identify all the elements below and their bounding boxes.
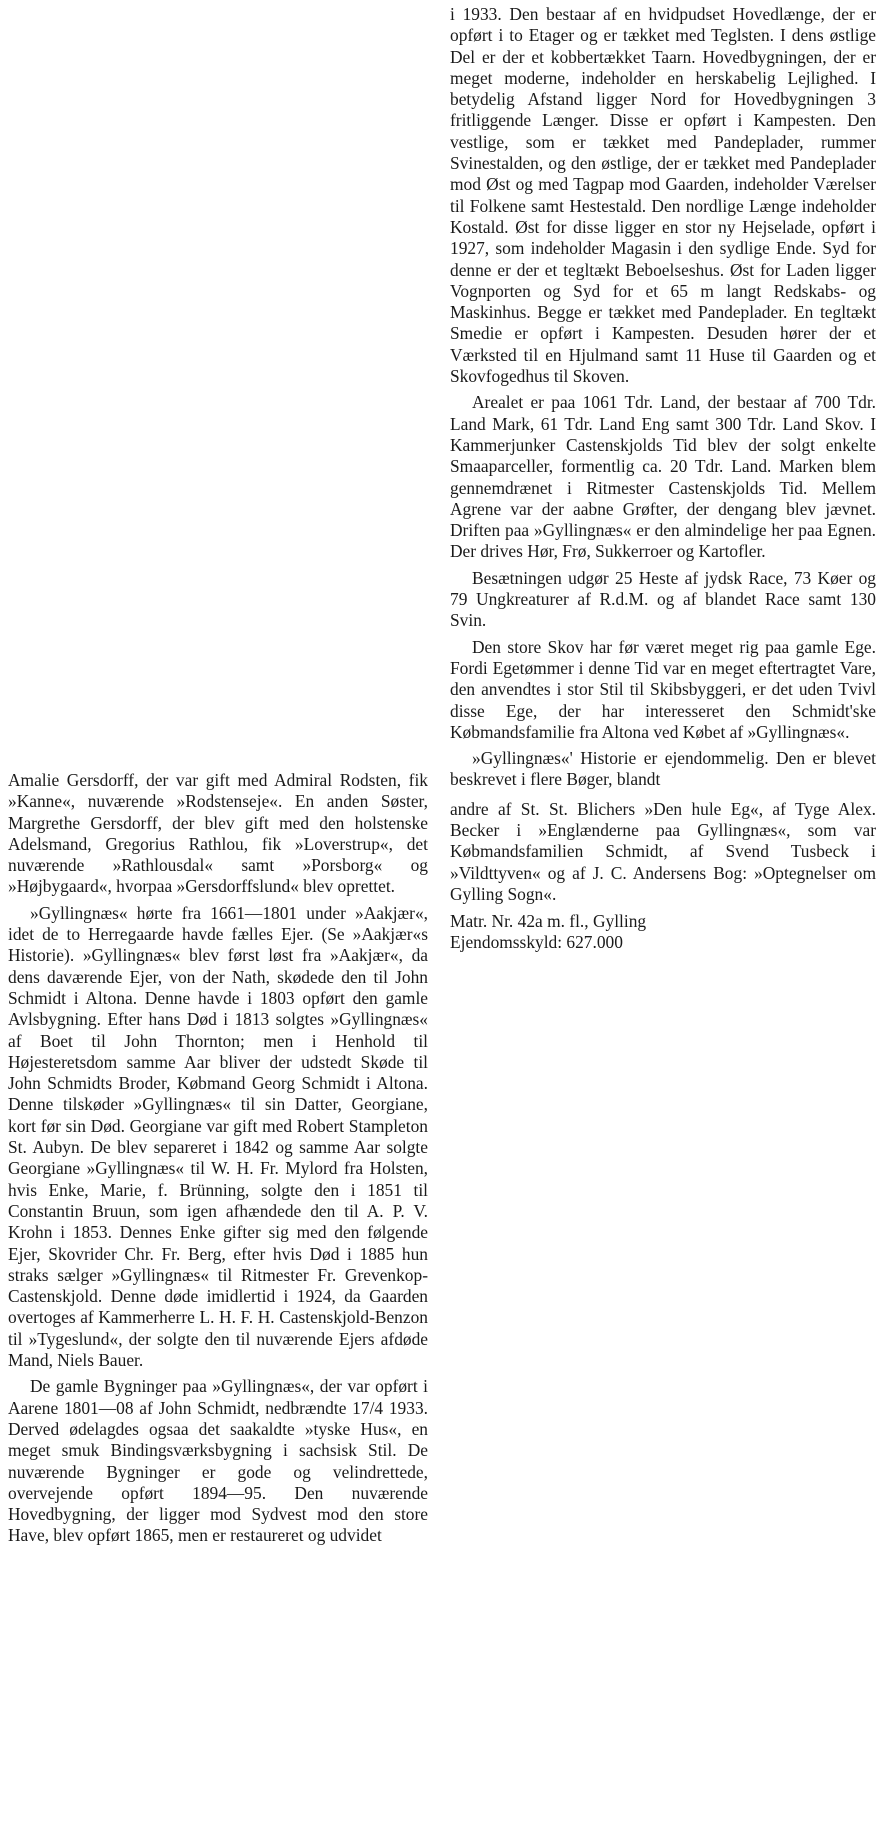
left-column — [8, 770, 428, 1547]
paragraph: »Gyllingnæs« hørte fra 1661—1801 under »Aakjær«, idet de to Herregaarde havde fælles Ejer. (Se »Aakjær«s Historie). »Gyllingnæs« blev først løst fra »Aakjær«, da dens daværende Ejer, von der Nath, skødede den til John Schmidt i Altona. Denne havde i 1803 opført den gamle Avlsbygning. Efter hans Død i 1813 solgtes »Gyllingnæs« af Boet til John Thornton; men i Henhold til Højesteretsdom samme Aar bliver der udstedt Skøde til John Schmidts Broder, Købmand Georg Schmidt i Altona. Denne tilskøder »Gyllingnæs« til sin Datter, Georgiane, kort før sin Død. Georgiane var gift med Robert Stampleton St. Aubyn. De blev separeret i 1842 og samme Aar solgte Georgiane »Gyllingnæs« til W. H. Fr. Mylord fra Holsten, hvis Enke, Marie, f. Brünning, solgte den i 1851 til Constantin Bruun, som igen afhændede den til A. P. V. Krohn i 1853. Dennes Enke gifter sig med den følgende Ejer, Skovrider Chr. Fr. Berg, efter hvis Død i 1885 hun straks sælger »Gyllingnæs« til Ritmester Fr. Grevenkop-Castenskjold. Denne døde imidlertid i 1924, da Gaarden overtoges af Kammerherre L. H. F. H. Castenskjold-Benzon til »Tygeslund«, der solgte den til nuværende Ejers afdøde Mand, Niels Bauer. — [8, 902, 428, 1371]
paragraph: i 1933. Den bestaar af en hvidpudset Hovedlænge, der er opført i to Etager og er tækket med Teglsten. I dens østlige Del er der et kobbertækket Taarn. Hovedbygningen, der er meget moderne, indeholder en herskabelig Lejlighed. I betydelig Afstand ligger Nord for Hovedbygningen 3 fritliggende Længer. Disse er opført i Kampesten. Den vestlige, som er tækket med Pandeplader, rummer Svinestalden, og den østlige, der er tækket med Pandeplader mod Øst og med Tagpap mod Gaarden, indeholder Værelser til Folkene samt Hestestald. Den nordlige Længe indeholder Kostald. Øst for disse ligger en stor ny Hejselade, opført i 1927, som indeholder Magasin i den sydlige Ende. Syd for denne er der et tegltækt Beboelseshus. Øst for Laden ligger Vognporten og Syd for et 65 m langt Redskabs- og Maskinhus. Begge er tækket med Pandeplader. En tegltækt Smedie er opført i Kampesten. Desuden hører der et Værksted til en Hjulmand samt 11 Huse til Gaarden og et Skovfogedhus til Skoven. — [450, 4, 876, 387]
property-valuation: Ejendomsskyld: 627.000 — [450, 932, 623, 953]
paragraph: De gamle Bygninger paa »Gyllingnæs«, der var opført i Aarene 1801—08 af John Schmidt, nedbrændte 17/4 1933. Derved ødelagdes ogsaa det saakaldte »tyske Hus«, en meget smuk Bindingsværksbygning i sachsisk Stil. De nuværende Bygninger er gode og velindrettede, overvejende opført 1894—95. Den nuværende Hovedbygning, der ligger mod Sydvest mod den store Have, blev opført 1865, men er restaureret og udvidet — [8, 1376, 428, 1546]
property-info — [450, 911, 876, 954]
paragraph: Den store Skov har før været meget rig paa gamle Ege. Fordi Egetømmer i denne Tid var en meget eftertragtet Vare, den anvendtes i stor Stil til Skibsbyggeri, er det uden Tvivl disse Ege, der har interesseret den Schmidt'ske Købmandsfamilie fra Altona ved Købet af »Gyllingnæs«. — [450, 636, 876, 742]
paragraph: »Gyllingnæs«' Historie er ejendommelig. Den er blevet beskrevet i flere Bøger, blandt — [450, 748, 876, 790]
paragraph: andre af St. St. Blichers »Den hule Eg«, af Tyge Alex. Becker i »Englænderne paa Gyllingnæs«, som var Købmandsfamilien Schmidt, af Svend Tusbeck i »Vildttyven« og af J. C. Andersens Bog: »Optegnelser om Gylling Sogn«. — [450, 798, 876, 904]
right-column — [450, 4, 876, 954]
matrikel-number: Matr. Nr. 42a m. fl., Gylling — [450, 911, 647, 932]
paragraph: Arealet er paa 1061 Tdr. Land, der bestaar af 700 Tdr. Land Mark, 61 Tdr. Land Eng samt 300 Tdr. Land Skov. I Kammerjunker Castenskjolds Tid blev der solgt enkelte Smaaparceller, formentlig ca. 20 Tdr. Land. Marken blem gennemdrænet i Ritmester Castenskjolds Tid. Mellem Agrene var der aabne Grøfter, der dengang blev jævnet. Driften paa »Gyllingnæs« er den almindelige her paa Egnen. Der drives Hør, Frø, Sukkerroer og Kartofler. — [450, 392, 876, 562]
paragraph: Amalie Gersdorff, der var gift med Admiral Rodsten, fik »Kanne«, nuværende »Rodstenseje«. En anden Søster, Margrethe Gersdorff, der blev gift med den holstenske Adelsmand, Gregorius Rathlou, fik »Loverstrup«, det nuværende »Rathlousdal« samt »Porsborg« og »Højbygaard«, hvorpaa »Gersdorffslund« blev oprettet. — [8, 770, 428, 897]
paragraph: Besætningen udgør 25 Heste af jydsk Race, 73 Køer og 79 Ungkreaturer af R.d.M. og af blandet Race samt 130 Svin. — [450, 567, 876, 631]
